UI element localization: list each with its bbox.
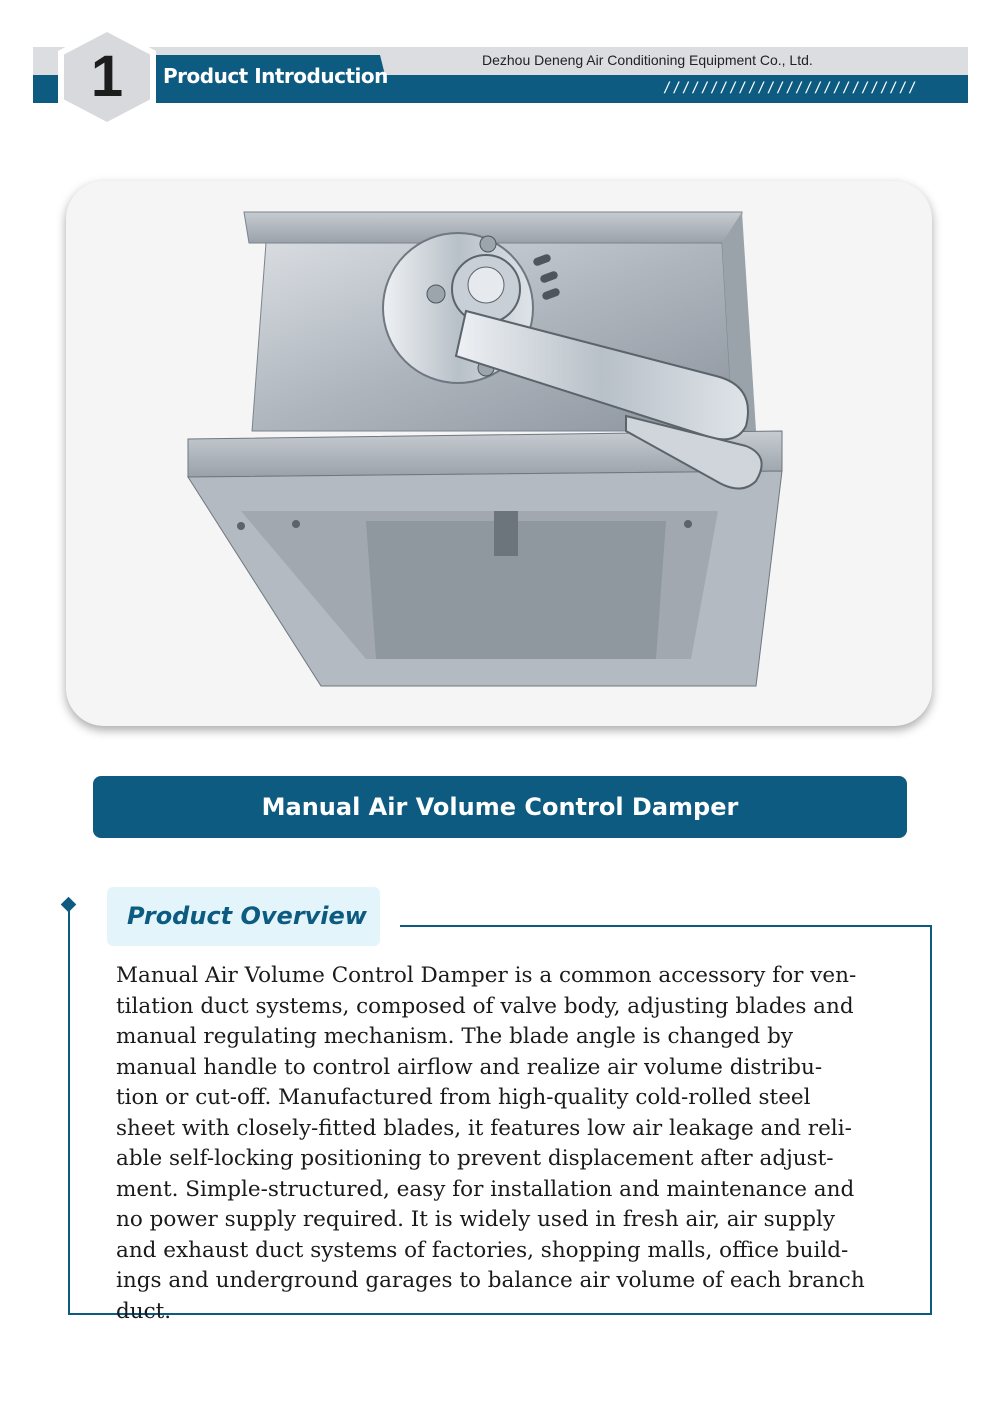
diamond-icon [61, 897, 77, 913]
overview-border-right [930, 925, 932, 1315]
product-title: Manual Air Volume Control Damper [93, 776, 907, 838]
overview-line: ings and underground garages to balance air volume of each branch [116, 1268, 865, 1293]
overview-line: sheet with closely-fitted blades, it features low air leakage and reli- [116, 1115, 852, 1141]
overview-line: manual handle to control airflow and realize air volume distribu- [116, 1054, 823, 1080]
overview-line: no power supply required. It is widely used in fresh air, air supply [116, 1207, 836, 1232]
section-title: Product Introduction [163, 64, 388, 88]
overview-line: manual regulating mechanism. The blade angle is changed by [116, 1024, 793, 1049]
overview-line: ment. Simple-structured, easy for installation and maintenance and [116, 1176, 855, 1202]
section-number: 1 [90, 44, 124, 109]
overview-line: and exhaust duct systems of factories, shopping malls, office build- [116, 1237, 849, 1263]
overview-heading: Product Overview [127, 902, 367, 930]
overview-line: Manual Air Volume Control Damper is a common accessory for ven- [116, 963, 857, 988]
company-name: Dezhou Deneng Air Conditioning Equipment Co., Ltd. [482, 52, 813, 68]
header-slash-decoration: /////////////////////////// [663, 80, 918, 96]
product-photo [66, 181, 932, 726]
overview-border-left [68, 903, 70, 1315]
damper-illustration [66, 181, 932, 726]
overview-line: tilation duct systems, composed of valve body, adjusting blades and [116, 993, 854, 1019]
overview-line: able self-locking positioning to prevent displacement after adjust- [116, 1146, 834, 1171]
overview-body [116, 961, 891, 1327]
overview-border-top [400, 925, 932, 927]
overview-line: tion or cut-off. Manufactured from high-quality cold-rolled steel [116, 1085, 811, 1110]
overview-line: duct. [116, 1298, 172, 1324]
